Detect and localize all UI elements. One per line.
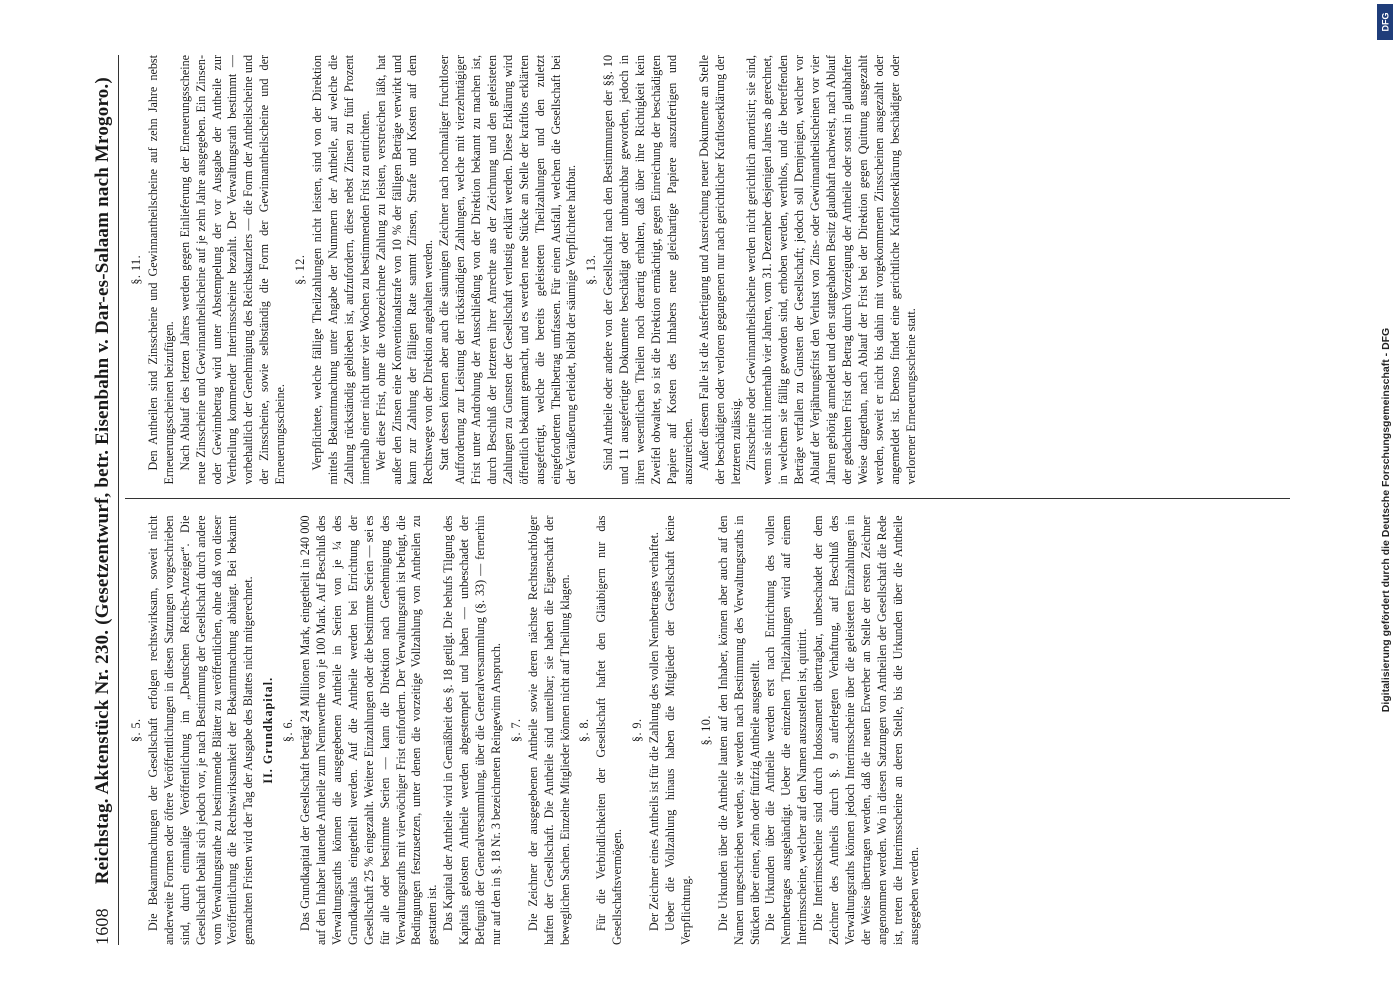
section-number: §. 5. bbox=[129, 718, 143, 743]
dfg-logo: DFG bbox=[1377, 4, 1393, 40]
paragraph: Für die Verbindlichkeiten der Gesellschaft haftet den Gläubigern nur das Gesellschaftsvermögen. bbox=[594, 515, 625, 945]
text-columns bbox=[125, 55, 1290, 945]
credit-strip bbox=[1377, 0, 1395, 1000]
paragraph: Ueber die Vollzahlung hinaus haben die Mitglieder der Gesellschaft keine Verpflichtung. bbox=[663, 515, 693, 945]
section-number: §. 6. bbox=[281, 718, 296, 743]
paragraph: Den Antheilen sind Zinsscheine und Gewinnantheilscheine auf zehn Jahre nebst Erneuerungsscheinen beizufügen. bbox=[145, 55, 176, 485]
paragraph: Die Bekanntmachungen der Gesellschaft erfolgen rechtswirksam, soweit nicht anderweite Formen oder öftere Veröffentlichungen in diesen Satzungen vorgeschrieben sind, durch einmalige Veröffentlichung im „Deutschen Reichs-Anzeiger“. Die Gesellschaft behält sich jedoch vor, je nach Bestimmung der Gesellschaft durch andere vom Verwaltungsrathe zu bestimmende Blätter zu veröffentlichen, ohne daß von dieser Veröffentlichung die Rechtswirksamkeit der Bekanntmachung abhängt. Bei bekannt gemachten Fristen wird der Tag der Ausgabe des Blattes nicht mitgerechnet. bbox=[145, 515, 256, 945]
page-number: 1608 bbox=[92, 908, 112, 945]
section-number: §. 10. bbox=[698, 715, 713, 746]
paragraph: Nach Ablauf des letzten Jahres werden gegen Einlieferung der Erneuerungsscheine neue Zinsscheine und Gewinnantheilscheine auf je zehn Jahre ausgegeben. Ein Zinsen- oder Gewinnbetrag wird unter Abstempelung der vor Ausgabe der Antheile zur Vertheilung kommender Interimsscheine bezahlt. Der Verwaltungsrath bestimmt — vorbehaltlich der Genehmigung des Reichskanzlers — die Form der Antheilscheine und der Zinsscheine, sowie selbständig die Form der Gewinnantheilscheine und der Erneuerungsscheine. bbox=[177, 55, 288, 485]
paragraph: Der Zeichner eines Antheils ist für die Zahlung des vollen Nennbetrages verhaftet. bbox=[647, 532, 662, 931]
left-column bbox=[125, 516, 1290, 946]
paragraph: Das Grundkapital der Gesellschaft beträgt 24 Millionen Mark, eingetheilt in 240 000 auf den Inhaber lautende Antheile zum Nennwerthe von je 100 Mark. Auf Beschluß des Verwaltungsraths können die ausgegebenen Antheile in Serien von je ¼ des Grundkapitals eingetheilt werden. Auf die Antheile werden bei Errichtung der Gesellschaft 25 % eingezahlt. Weitere Einzahlungen oder die bestimmte Serien — sei es für alle oder bestimmte Serien — kann die Direktion nach Genehmigung des Verwaltungsraths mit vierwöchiger Frist einfordern. Der Verwaltungsrath ist befugt, die Bedingungen festzusetzen, unter denen die vorzeitige Vollzahlung von Antheilen zu gestatten ist. bbox=[298, 515, 440, 945]
paragraph: Das Kapital der Antheile wird in Gemäßheit des §. 18 getilgt. Die behufs Tilgung des Kapitals gelosten Antheile werden abgestempelt und haben — unbeschadet der Befugniß der Generalversammlung, über die Generalversammlung (§. 33) — fernerhin nur auf den in §. 18 Nr. 3 bezeichneten Reingewinn Anspruch. bbox=[441, 515, 503, 945]
section-number: §. 7. bbox=[508, 718, 523, 743]
credit-text: Digitalisierung gefördert durch die Deutsche Forschungsgemeinschaft - DFG bbox=[1380, 327, 1392, 713]
paragraph: Verpflichtete, welche fällige Theilzahlungen nicht leisten, sind von der Direktion mittels Bekanntmachung unter Angabe der Nummern der Antheile, auf welche die Zahlung rückständig geblieben ist, aufzufordern, diese nebst Zinsen zu fünf Prozent innerhalb einer nicht unter vier Wochen zu bestimmenden Frist zu entrichten. bbox=[309, 55, 372, 485]
paragraph: Wer diese Frist, ohne die vorbezeichnete Zahlung zu leisten, verstreichen läßt, hat außer den Zinsen eine Konventionalstrafe von 10 % der fälligen Beträge verwirkt und kann zur Zahlung der fälligen Rate sammt Zinsen, Strafe und Kosten auf dem Rechtswege von der Direktion angehalten werden. bbox=[373, 55, 436, 485]
right-column bbox=[125, 55, 1290, 500]
paragraph: Die Interimsscheine sind durch Indossament übertragbar, unbeschadet der dem Zeichner des Antheils durch §. 9 auferlegten Verhaftung, auf Beschluß des Verwaltungsraths können jedoch Interimsscheine über die geleisteten Einzahlungen in der Weise übertragen werden, daß die neuen Erwerber an Stelle der ersten Zeichner angenommen werden. Wo in diesen Satzungen von Antheilen der Gesellschaft die Rede ist, treten die Interimsscheine an deren Stelle, bis die Urkunden über die Antheile ausgegeben werden. bbox=[811, 515, 921, 945]
section-number: §. 13. bbox=[584, 254, 599, 285]
paragraph: Außer diesem Falle ist die Ausfertigung und Ausreichung neuer Dokumente an Stelle der beschädigten oder verloren gegangenen nur nach gerichtlicher Kraftloserklärung der letzteren zulässig. bbox=[696, 55, 743, 485]
paragraph: Die Zeichner der ausgegebenen Antheile sowie deren nächste Rechtsnachfolger haften der Gesellschaft. Die Antheile sind unteilbar; sie haben die Eigenschaft der beweglichen Sachen. Einzelne Mitglieder können nicht auf Theilung klagen. bbox=[525, 515, 572, 945]
page-header bbox=[92, 55, 119, 945]
rotated-page bbox=[78, 35, 1318, 965]
paragraph: Die Urkunden über die Antheile lauten auf den Inhaber, können aber auch auf den Namen umgeschrieben werden, sie werden nach Bestimmung des Verwaltungsraths in Stücken über einen, zehn oder fünfzig Antheile ausgestellt. bbox=[715, 515, 762, 945]
section-heading: II. Grundkapital. bbox=[261, 676, 276, 784]
paragraph: Die Urkunden über die Antheile werden erst nach Entrichtung des vollen Nennbetrages ausgehändigt. Ueber die einzelnen Theilzahlungen wird auf einem Interimsscheine, welcher auf den Namen auszustellen ist, quittirt. bbox=[763, 515, 810, 945]
section-number: §. 8. bbox=[577, 718, 592, 743]
paragraph: Statt dessen können aber auch die säumigen Zeichner nach nochmaliger fruchtloser Aufforderung zur Leistung der rückständigen Zahlungen, welche mit vierzehntägiger Frist unter Androhung der Ausschließung von der Direktion bekannt zu machen ist, durch Beschluß der letzteren ihrer Anrechte aus der Zeichnung und den geleisteten Zahlungen zu Gunsten der Gesellschaft verlustig erklärt werden. Diese Erklärung wird öffentlich bekannt gemacht, und es werden neue Stücke an Stelle der kraftlos erklärten ausgefertigt, welche die bereits geleisteten Theilzahlungen und den zuletzt eingeforderten Theilbetrag umfassen. Für einen Ausfall, welchen die Gesellschaft bei der Veräußerung erleidet, bleibt der säumige Verpflichtete haftbar. bbox=[437, 55, 579, 485]
section-number: §. 12. bbox=[293, 254, 308, 285]
section-number: §. 11. bbox=[129, 254, 143, 285]
paragraph: Zinsscheine oder Gewinnantheilscheine werden nicht gerichtlich amortisirt; sie sind, wenn sie nicht innerhalb vier Jahren, vom 31. Dezember desjenigen Jahres ab gerechnet, in welchem sie fällig geworden sind, erhoben werden, werthlos, und die betreffenden Beträge verfallen zu Gunsten der Gesellschaft; jedoch soll Demjenigen, welcher vor Ablauf der Verjährungsfrist den Verlust von Zins- oder Gewinnantheilscheinen vor vier Jahren gehörig anmeldet und den stattgehabten Besitz glaubhaft nachweist, nach Ablauf der gedachten Frist der Betrag durch Vorzeigung der Antheile oder sonst in glaubhafter Weise dargethan, nach Ablauf der Frist bei der Direktion gegen Quittung ausgezahlt werden, soweit er nicht bis dahin mit vorgekommenen Zinsscheinen ausgezahlt oder angemeldet ist. Ebenso findet eine gerichtliche Kraftloserklärung beschädigter oder verlorener Erneuerungsscheine statt. bbox=[744, 55, 918, 485]
section-number: §. 9. bbox=[630, 718, 645, 743]
paragraph: Sind Antheile oder andere von der Gesellschaft nach den Bestimmungen der §§. 10 und 11 ausgefertigte Dokumente beschädigt oder unbrauchbar geworden, jedoch in ihren wesentlichen Theilen noch derartig erhalten, daß über ihre Richtigkeit kein Zweifel obwaltet, so ist die Direktion ermächtigt, gegen Einreichung der beschädigten Papiere auf Kosten des Inhabers neue gleichartige Papiere auszufertigen und auszureichen. bbox=[601, 55, 695, 485]
page-title: Reichstag. Aktenstück Nr. 230. (Gesetzentwurf, betr. Eisenbahn v. Dar-es-Salaam nach Mrogoro.) bbox=[92, 77, 113, 885]
